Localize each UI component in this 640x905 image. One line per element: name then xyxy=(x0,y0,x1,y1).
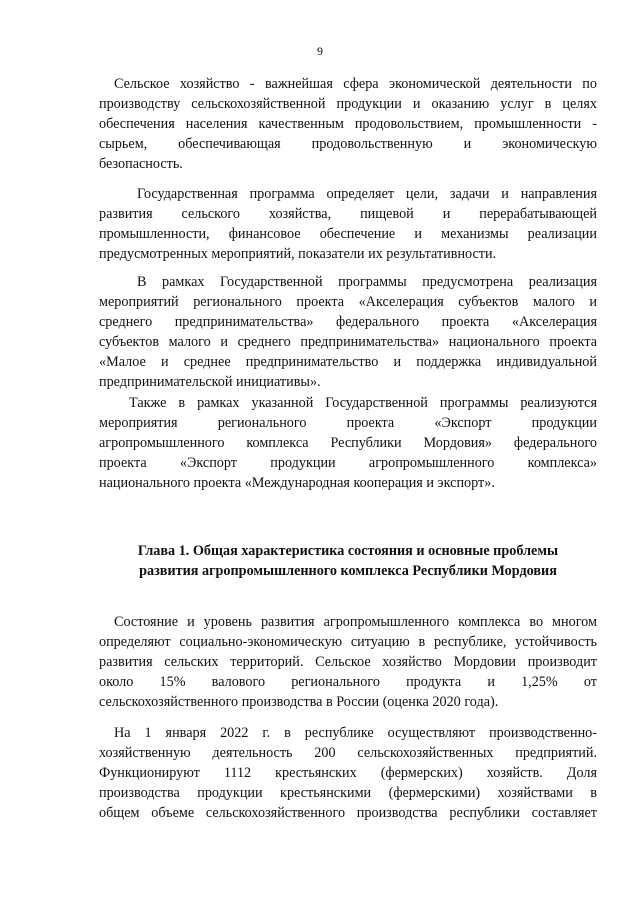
paragraph-line: предпринимательской инициативы». xyxy=(99,374,321,390)
paragraph-line: сырьем, обеспечивающая продовольственную и экономическую xyxy=(99,136,597,152)
paragraph-line: около 15% валового регионального продукта и 1,25% от xyxy=(99,674,597,690)
paragraph-program-goals xyxy=(99,184,597,264)
paragraph-line: Функционируют 1112 крестьянских (фермерских) хозяйств. Доля xyxy=(99,765,597,781)
paragraph-line: мероприятия регионального проекта «Экспорт продукции xyxy=(99,415,597,431)
paragraph-line: Состояние и уровень развития агропромышленного комплекса во многом xyxy=(114,614,597,630)
paragraph-line: сельскохозяйственного производства в России (оценка 2020 года). xyxy=(99,694,499,710)
paragraph-line: производству сельскохозяйственной продукции и оказанию услуг в целях xyxy=(99,96,597,112)
paragraph-agro-complex-state xyxy=(99,612,597,712)
page-number: 9 xyxy=(317,44,323,58)
chapter-heading-line: Глава 1. Общая характеристика состояния и основные проблемы xyxy=(137,543,559,559)
paragraph-line: производства продукции крестьянскими (фермерскими) хозяйствами в xyxy=(99,785,597,801)
paragraph-line: Также в рамках указанной Государственной программы реализуются xyxy=(129,395,597,411)
paragraph-agriculture-definition xyxy=(99,74,597,174)
paragraph-line: национального проекта «Международная кооперация и экспорт». xyxy=(99,475,495,491)
paragraph-line: промышленности, финансовое обеспечение и механизмы реализации xyxy=(99,226,597,242)
paragraph-line: Государственная программа определяет цели, задачи и направления xyxy=(137,186,597,202)
paragraph-export-project xyxy=(99,393,597,493)
paragraph-line: На 1 января 2022 г. в республике осуществляют производственно- xyxy=(114,725,597,741)
paragraph-line: обеспечения населения качественным продовольствием, промышленности - xyxy=(99,116,597,132)
paragraph-line: субъектов малого и среднего предпринимательства» национального проекта xyxy=(99,334,597,350)
paragraph-line: безопасность. xyxy=(99,156,183,172)
paragraph-line: определяют социально-экономическую ситуацию в республике, устойчивость xyxy=(99,634,597,650)
paragraph-line: предусмотренных мероприятий, показатели их результативности. xyxy=(99,246,497,262)
paragraph-line: развития сельского хозяйства, пищевой и перерабатывающей xyxy=(99,206,597,222)
paragraph-acceleration-project xyxy=(99,272,597,392)
paragraph-line: Сельское хозяйство - важнейшая сфера экономической деятельности по xyxy=(114,76,597,92)
paragraph-line: В рамках Государственной программы предусмотрена реализация xyxy=(137,274,597,290)
paragraph-line: агропромышленного комплекса Республики Мордовия» федерального xyxy=(99,435,597,451)
paragraph-line: мероприятий регионального проекта «Акселерация субъектов малого и xyxy=(99,294,597,310)
paragraph-line: «Малое и среднее предпринимательство и поддержка индивидуальной xyxy=(99,354,597,370)
paragraph-line: проекта «Экспорт продукции агропромышленного комплекса» xyxy=(99,455,597,471)
paragraph-enterprises-count xyxy=(99,723,597,823)
paragraph-line: развития сельских территорий. Сельское хозяйство Мордовии производит xyxy=(99,654,597,670)
paragraph-line: среднего предпринимательства» федерального проекта «Акселерация xyxy=(99,314,597,330)
chapter-heading xyxy=(99,541,597,581)
paragraph-line: общем объеме сельскохозяйственного производства республики составляет xyxy=(99,805,597,821)
paragraph-line: хозяйственную деятельность 200 сельскохозяйственных предприятий. xyxy=(99,745,597,761)
chapter-heading-line: развития агропромышленного комплекса Республики Мордовия xyxy=(139,563,557,579)
